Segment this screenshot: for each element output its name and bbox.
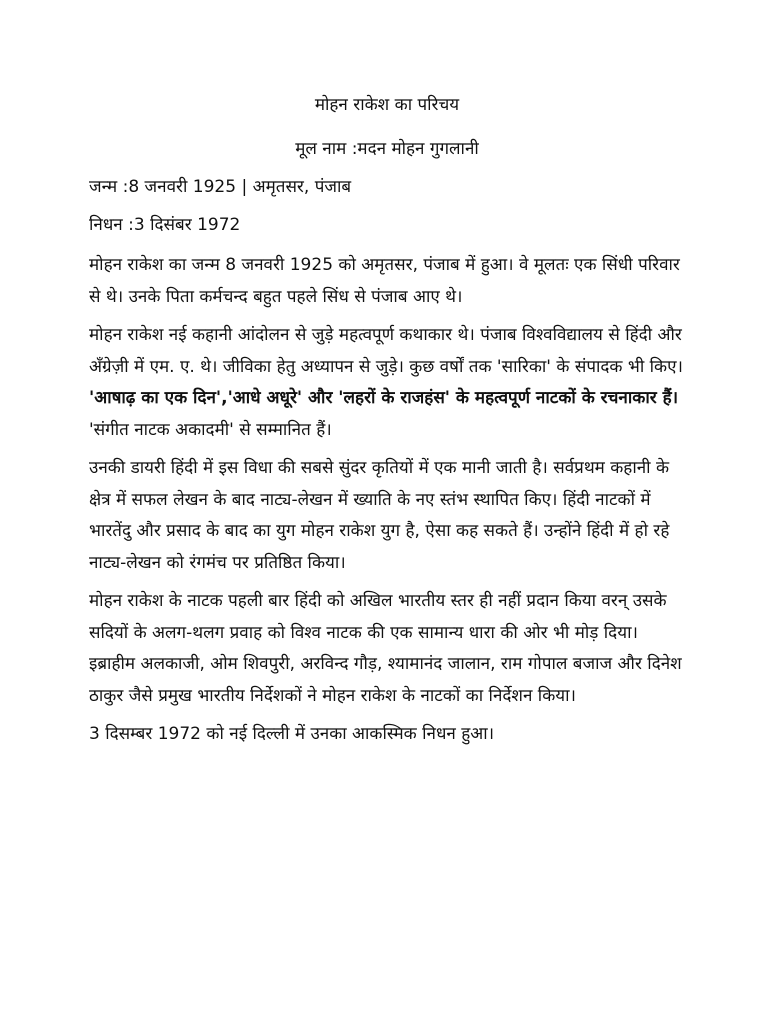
original-name-line: मूल नाम :मदन मोहन गुगलानी: [295, 139, 479, 159]
paragraph-career-bold-works: 'आषाढ़ का एक दिन','आधे अधूरे' और 'लहरों के राजहंस' के महत्वपूर्ण नाटकों के रचनाकार हैं।: [89, 388, 679, 408]
paragraph-influence: मोहन राकेश के नाटक पहली बार हिंदी को अखिल भारतीय स्तर ही नहीं प्रदान किया वरन् उसके सदियों के अलग-थलग प्रवाह को विश्व नाटक की एक सामान्य धारा की ओर भी मोड़ दिया। इब्राहीम अलकाजी, ओम शिवपुरी, अरविन्द गौड़, श्यामानंद जालान, राम गोपाल बजाज और दिनेश ठाकुर जैसे प्रमुख भारतीय निर्देशकों ने मोहन राकेश के नाटकों का निर्देशन किया।: [89, 591, 682, 706]
paragraph-career-text-start: मोहन राकेश नई कहानी आंदोलन से जुड़े महत्वपूर्ण कथाकार थे। पंजाब विश्वविद्यालय से हिंदी और अँग्रेज़ी में एम. ए. थे। जीविका हेतु अध्यापन से जुड़े। कुछ वर्षों तक 'सारिका' के संपादक भी किए।: [89, 325, 683, 377]
birth-line: जन्म :8 जनवरी 1925 | अमृतसर, पंजाब: [89, 177, 352, 197]
document-title: मोहन राकेश का परिचय: [314, 95, 460, 115]
document-body: [89, 92, 685, 758]
paragraph-career-text-end: 'संगीत नाटक अकादमी' से सम्मानित हैं।: [89, 419, 332, 440]
paragraph-death: 3 दिसम्बर 1972 को नई दिल्ली में उनका आकस्मिक निधन हुआ।: [89, 724, 495, 744]
paragraph-diary-drama: उनकी डायरी हिंदी में इस विधा की सबसे सुंदर कृतियों में एक मानी जाती है। सर्वप्रथम कहानी के क्षेत्र में सफल लेखन के बाद नाट्य-लेखन में ख्याति के नए स्तंभ स्थापित किए। हिंदी नाटकों में भारतेंदु और प्रसाद के बाद का युग मोहन राकेश युग है, ऐसा कह सकते हैं। उन्होंने हिंदी में हो रहे नाट्य-लेखन को रंगमंच पर प्रतिष्ठित किया।: [89, 458, 670, 573]
paragraph-career: [89, 320, 685, 446]
death-line: निधन :3 दिसंबर 1972: [89, 215, 241, 235]
paragraph-birth-family: मोहन राकेश का जन्म 8 जनवरी 1925 को अमृतसर, पंजाब में हुआ। वे मूलतः एक सिंधी परिवार से थे। उनके पिता कर्मचन्द बहुत पहले सिंध से पंजाब आए थे।: [89, 255, 680, 307]
